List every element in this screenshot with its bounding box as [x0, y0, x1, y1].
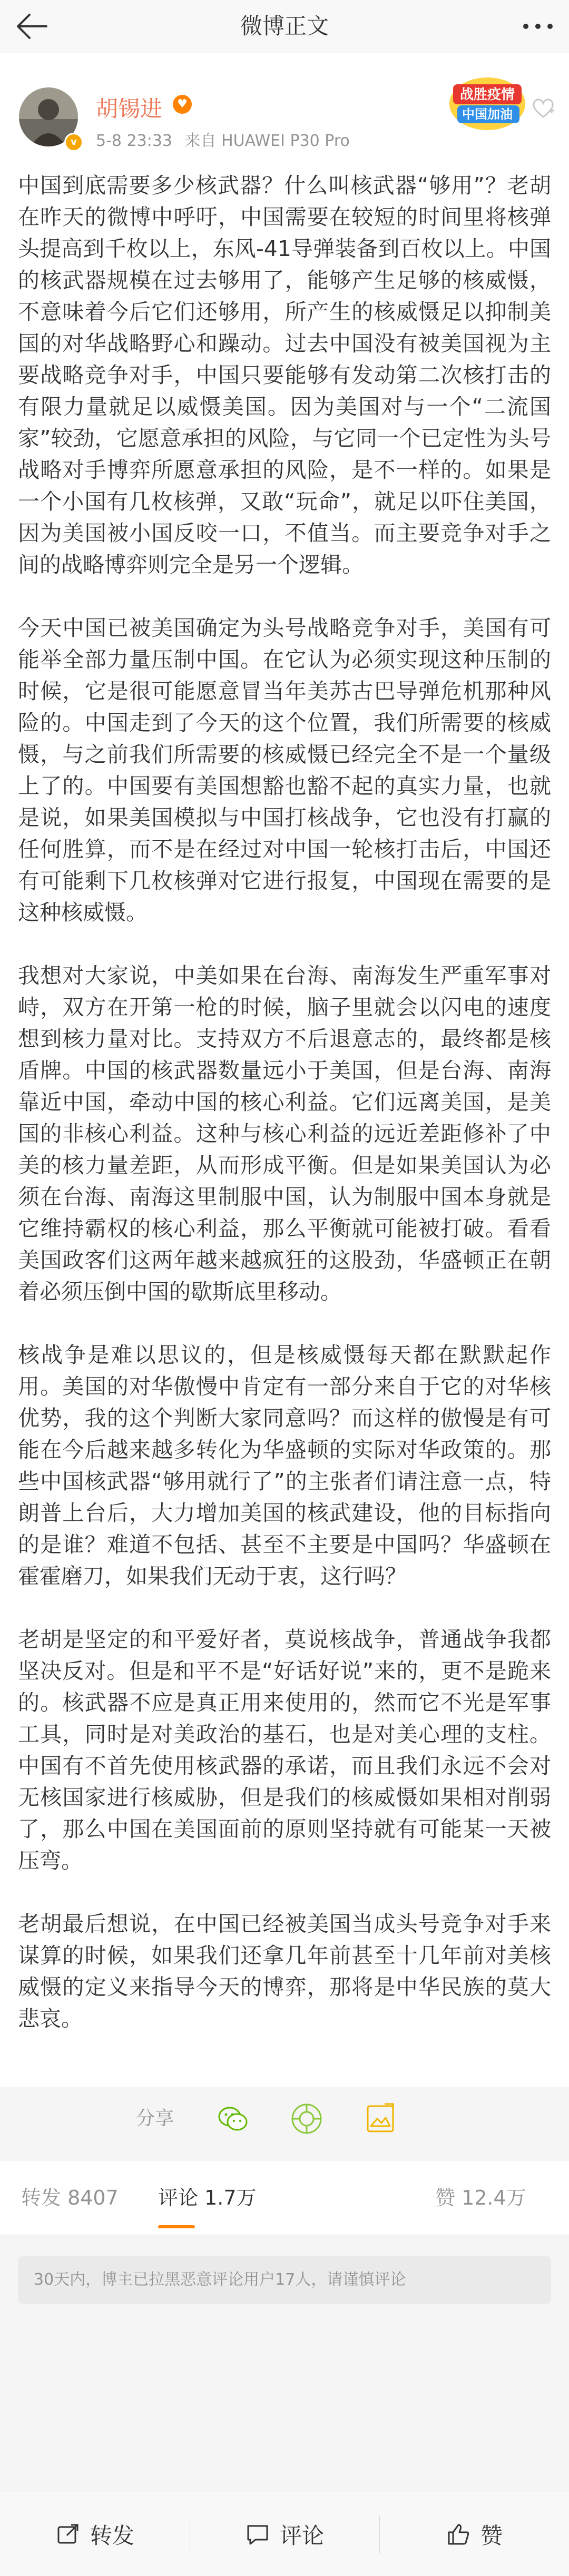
comment-button[interactable] [190, 2492, 379, 2576]
image-share-icon [364, 2102, 397, 2136]
more-dots-icon [519, 12, 556, 41]
moments-icon [290, 2102, 323, 2136]
likes-tab[interactable]: 赞 12.4万 [435, 2186, 526, 2209]
wechat-share-button[interactable] [216, 2102, 250, 2136]
verified-badge-icon: v [64, 133, 83, 152]
campaign-badge-icon [448, 75, 527, 133]
heart-plus-icon [530, 95, 556, 121]
post-time: 5-8 23:33 [96, 132, 172, 150]
wechat-icon [216, 2102, 250, 2136]
post-stats-bar [0, 2161, 569, 2235]
post-meta [96, 127, 357, 151]
follow-button[interactable] [530, 95, 556, 121]
post-source: 来自 HUAWEI P30 Pro [184, 132, 350, 150]
comments-tab[interactable]: 评论 1.7万 [158, 2186, 257, 2209]
page-title: 微博正文 [240, 13, 329, 39]
post-paragraph: 今天中国已被美国确定为头号战略竞争对手，美国有可能举全部力量压制中国。在它认为必须实现这种压制的时候，它是很可能愿意冒当年美苏古巴导弹危机那种风险的。中国走到了今天的这个位置，我们所需要的核威慑，与之前我们所需要的核威慑已经完全不是一个量级上了的。中国要有美国想豁也豁不起的真实力量，也就是说，如果美国模拟与中国打核战争，它也没有打赢的任何胜算，而不是在经过对中国一轮核打击后，中国还有可能剩下几枚核弹对它进行报复，中国现在需要的是这种核威慑。 [18, 615, 551, 925]
top-navigation-bar [0, 0, 569, 53]
campaign-badge[interactable] [448, 75, 527, 133]
screenshot-share-button[interactable] [364, 2102, 397, 2136]
repost-label: 转发 [90, 2522, 134, 2549]
comment-notice-area [0, 2235, 569, 2325]
vip-heart-icon: ♥ [173, 95, 192, 114]
comment-label: 评论 [279, 2522, 324, 2549]
campaign-line1: 战胜疫情 [459, 87, 515, 103]
more-options-button[interactable] [519, 12, 556, 41]
repost-button[interactable] [0, 2492, 190, 2576]
moments-share-button[interactable] [290, 2102, 323, 2136]
post-body [18, 170, 551, 2066]
author-name[interactable]: 胡锡进 [96, 96, 163, 122]
post-paragraph: 我想对大家说，中美如果在台海、南海发生严重军事对峙，双方在开第一枪的时候，脑子里就会以闪电的速度想到核力量对比。支持双方不后退意志的，最终都是核盾牌。中国的核武器数量远小于美国，但是台海、南海靠近中国，牵动中国的核心利益。它们远离美国，是美国的非核心利益。这种与核心利益的远近差距修补了中美的核力量差距，从而形成平衡。但是如果美国认为必须在台海、南海这里制服中国，认为制服中国本身就是它维持霸权的核心利益，那么平衡就可能被打破。看看美国政客们这两年越来越疯狂的这股劲，华盛顿正在朝着必须压倒中国的歇斯底里移动。 [18, 963, 551, 1304]
comment-notice: 30天内，博主已拉黑恶意评论用户17人，请谨慎评论 [18, 2256, 551, 2304]
like-button[interactable] [379, 2492, 569, 2576]
thumbs-up-icon [446, 2522, 471, 2547]
share-label: 分享 [136, 2108, 174, 2129]
comment-icon [245, 2522, 270, 2547]
share-row [0, 2082, 569, 2156]
post-paragraph: 老胡是坚定的和平爱好者，莫说核战争，普通战争我都坚决反对。但是和平不是“好话好说”来的，更不是跪来的。核武器不应是真正用来使用的，然而它不光是军事工具，同时是对美政治的基石，也是对美心理的支柱。中国有不首先使用核武器的承诺，而且我们永远不会对无核国家进行核威胁，但是我们的核威慑如果相对削弱了，那么中国在美国面前的原则坚持就有可能某一天被压弯。 [18, 1627, 551, 1873]
post-card [0, 53, 569, 2087]
post-paragraph: 老胡最后想说，在中国已经被美国当成头号竞争对手来谋算的时候，如果我们还拿几年前甚至十几年前对美核威慑的定义来指导今天的博弈，那将是中华民族的莫大悲哀。 [18, 1911, 551, 2031]
reposts-tab[interactable]: 转发 8407 [21, 2186, 119, 2209]
post-paragraph: 核战争是难以思议的，但是核威慑每天都在默默起作用。美国的对华傲慢中肯定有一部分来自于它的对华核优势，我的这个判断大家同意吗？而这样的傲慢是有可能在今后越来越多转化为华盛顿的实际对华政策的。那些中国核武器“够用就行了”的主张者们请注意一点，特朗普上台后，大力增加美国的核武建设，他的目标指向的是谁？难道不包括、甚至不主要是中国吗？华盛顿在霍霍磨刀，如果我们无动于衷，这行吗？ [18, 1342, 551, 1589]
repost-icon [55, 2522, 81, 2547]
like-label: 赞 [480, 2522, 503, 2549]
bottom-action-bar [0, 2492, 569, 2576]
post-paragraph: 中国到底需要多少核武器？什么叫核武器“够用”？老胡在昨天的微博中呼吁，中国需要在较短的时间里将核弹头提高到千枚以上，东风-41导弹装备到百枚以上。中国的核武器规模在过去够用了，能够产生足够的核威慑，不意味着今后它们还够用，所产生的核威慑足以抑制美国的对华战略野心和躁动。过去中国没有被美国视为主要战略竞争对手，中国只要能够有发动第二次核打击的有限力量就足以威慑美国。因为美国对与一个“二流国家”较劲，它愿意承担的风险，与它同一个已定性为头号战略对手博弈所愿意承担的风险，是不一样的。如果是一个小国有几枚核弹，又敢“玩命”，就足以吓住美国，因为美国被小国反咬一口，不值当。而主要竞争对手之间的战略博弈则完全是另一个逻辑。 [18, 173, 551, 577]
active-tab-indicator [158, 2225, 195, 2228]
campaign-line2: 中国加油 [462, 107, 513, 122]
